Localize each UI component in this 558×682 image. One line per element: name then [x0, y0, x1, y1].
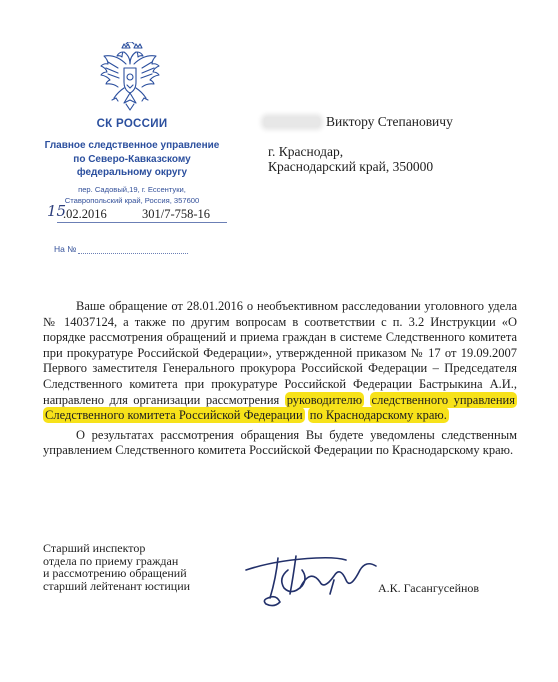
highlighted-text: руководителю: [286, 392, 363, 407]
agency-header: [40, 118, 224, 206]
agency-line: по Северо-Кавказскому: [73, 153, 191, 165]
handwritten-signature: [238, 540, 388, 610]
paragraph-1-text: Ваше обращение от 28.01.2016 о необъективном расследовании уголовного удела № 14037124, а также по другим вопросам в соответствии с п. 3.2 Инструкции «О порядке рассмотрения обращений и приема граждан в системе Следственного комитета при прокуратуре Российской Федерации», утвержденной приказом № 17 от 19.09.2007 Первого заместителя Генерального прокурора Российской Федерации – Председателя Следственного комитета при прокуратуре Российской Федерации Бастрыкина А.И., направлено для организации рассмотрения: [43, 299, 517, 407]
signer-name: А.К. Гасангусейнов: [378, 581, 480, 595]
address-line: пер. Садовый,19, г. Ессентуки,: [78, 184, 186, 194]
russian-eagle-emblem-icon: [96, 42, 164, 116]
reference-label: На №: [54, 244, 77, 254]
reg-number: 301/7-758-16: [142, 207, 211, 221]
reference-line: [54, 244, 188, 254]
highlighted-text: следственного управления Следственного комитета Российской Федерации: [45, 392, 515, 423]
reg-day-handwritten: 15: [47, 202, 67, 220]
paragraph-2: О результатах рассмотрения обращения Вы будете уведомлены следственным управлением Следственного комитета Российской Федерации по Краснодарскому краю.: [43, 427, 517, 458]
agency-name: СК РОССИИ: [96, 118, 168, 130]
agency-line: Главное следственное управление: [44, 140, 220, 151]
addressee-name-row: [264, 114, 534, 129]
addressee-block: [264, 114, 534, 174]
position-line: старший лейтенант юстиции: [43, 578, 191, 593]
redacted-surname: [264, 117, 320, 127]
paragraph-1: [43, 299, 517, 424]
addressee-region: Краснодарский край, 350000: [268, 159, 434, 174]
reg-date: .02.2016: [63, 207, 107, 221]
position-line: отдела по приему граждан: [43, 553, 179, 568]
letter-body: [43, 299, 517, 459]
reg-rule-divider: [57, 222, 227, 223]
addressee-city: г. Краснодар,: [268, 144, 344, 159]
address-line: Ставропольский край, Россия, 357600: [64, 195, 200, 205]
position-line: и рассмотрению обращений: [43, 566, 187, 580]
agency-address: [40, 184, 224, 206]
signatory-position: [43, 542, 190, 592]
agency-full-name: [40, 139, 224, 180]
reference-dots: [78, 253, 188, 254]
addressee-name: Виктору Степановичу: [326, 114, 453, 129]
registration-line: [47, 202, 227, 224]
agency-line: федеральному округу: [76, 167, 188, 178]
highlighted-text: по Краснодарскому краю.: [309, 408, 447, 423]
position-line: Старший инспектор: [43, 541, 146, 555]
